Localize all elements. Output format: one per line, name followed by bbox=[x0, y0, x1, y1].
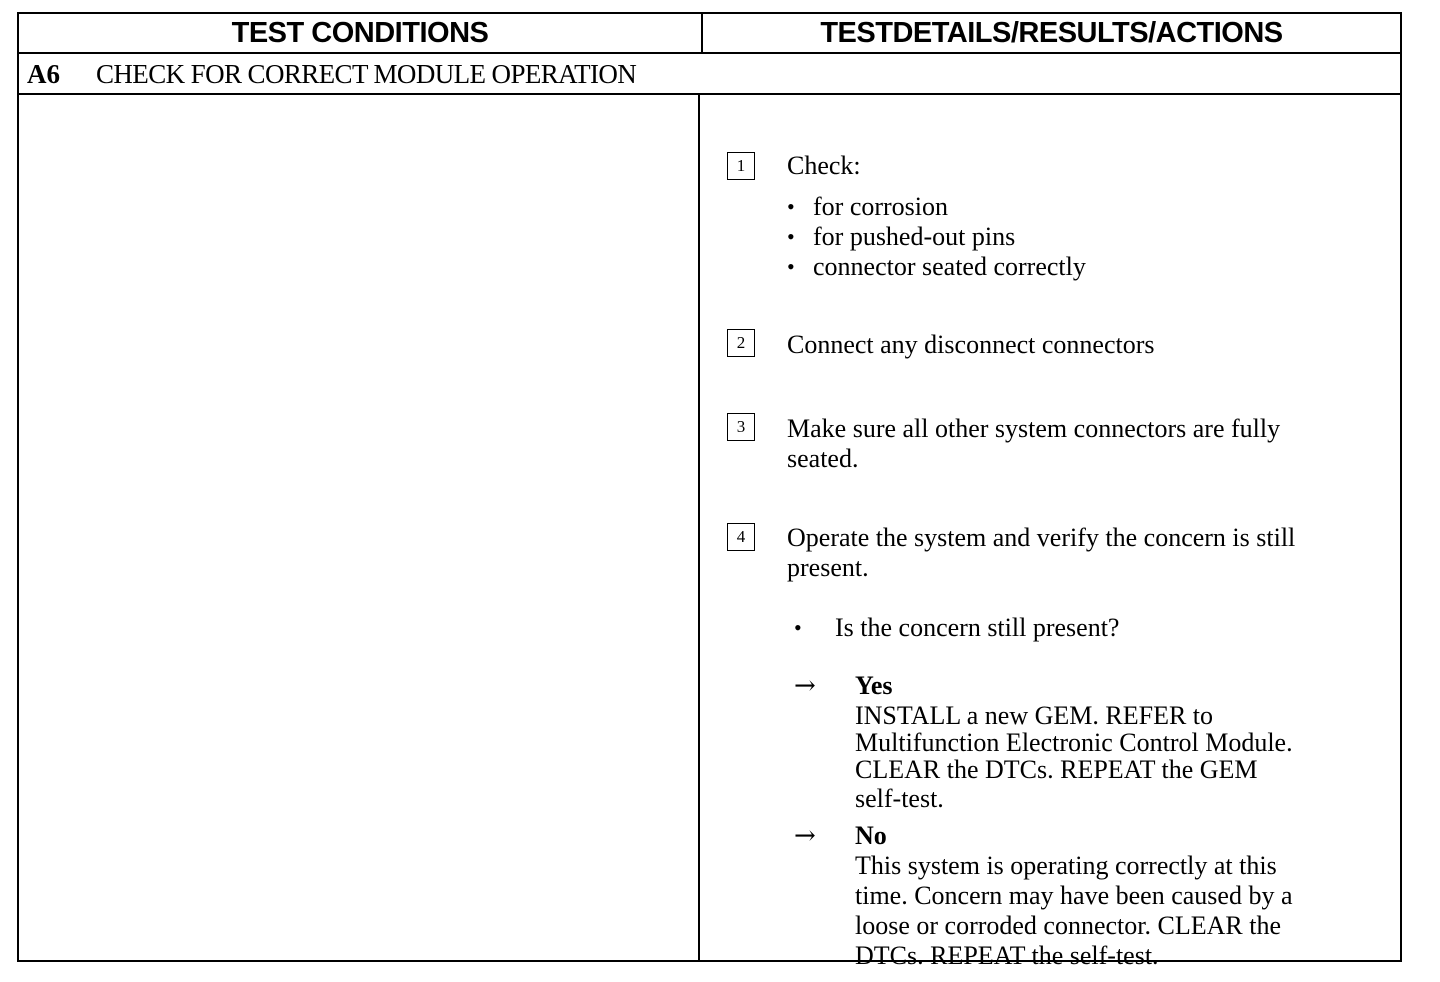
action-4-line-2: present. bbox=[787, 553, 869, 582]
no-label: No bbox=[855, 821, 887, 850]
no-line-4: DTCs. REPEAT the self-test. bbox=[855, 941, 1159, 970]
no-line-3: loose or corroded connector. CLEAR the bbox=[855, 911, 1281, 940]
step-number-2-box: 2 bbox=[727, 329, 755, 357]
step-title: CHECK FOR CORRECT MODULE OPERATION bbox=[96, 59, 637, 89]
yes-line-2: Multifunction Electronic Control Module. bbox=[855, 728, 1293, 757]
step-number-1-box: 1 bbox=[727, 152, 755, 180]
action-4-line-1: Operate the system and verify the concern is still bbox=[787, 523, 1296, 552]
test-details-column bbox=[700, 95, 1400, 970]
action-3-line-1: Make sure all other system connectors are fully bbox=[787, 414, 1281, 443]
action-1-bullet-3: connector seated correctly bbox=[813, 252, 1086, 281]
bullet-dot: • bbox=[787, 194, 795, 219]
step-id: A6 bbox=[27, 59, 60, 89]
step-title-row bbox=[19, 54, 1400, 95]
yes-line-3: CLEAR the DTCs. REPEAT the GEM bbox=[855, 755, 1258, 784]
action-1-bullet-1: for corrosion bbox=[813, 192, 949, 221]
no-line-2: time. Concern may have been caused by a bbox=[855, 881, 1293, 910]
action-2-text: Connect any disconnect connectors bbox=[787, 330, 1155, 359]
bullet-dot: • bbox=[787, 254, 795, 279]
bullet-dot: • bbox=[794, 615, 802, 640]
table-header bbox=[19, 14, 1400, 54]
header-test-conditions: TEST CONDITIONS bbox=[231, 17, 489, 49]
step-number-3-box: 3 bbox=[727, 413, 755, 441]
no-line-1: This system is operating correctly at this bbox=[855, 851, 1277, 880]
action-1-text: Check: bbox=[787, 151, 861, 180]
header-test-details: TESTDETAILS/RESULTS/ACTIONS bbox=[820, 17, 1283, 49]
action-1-bullet-2: for pushed-out pins bbox=[813, 222, 1016, 251]
yes-line-1: INSTALL a new GEM. REFER to bbox=[855, 701, 1214, 730]
arrow-right-icon: → bbox=[794, 821, 816, 851]
step-number-4-box: 4 bbox=[727, 523, 755, 551]
action-4-question: Is the concern still present? bbox=[835, 613, 1120, 642]
yes-label: Yes bbox=[855, 671, 893, 700]
diagnostic-table bbox=[17, 12, 1402, 970]
bullet-dot: • bbox=[787, 224, 795, 249]
action-3-line-2: seated. bbox=[787, 444, 859, 473]
yes-line-4: self-test. bbox=[855, 784, 944, 813]
arrow-right-icon: → bbox=[794, 671, 816, 701]
